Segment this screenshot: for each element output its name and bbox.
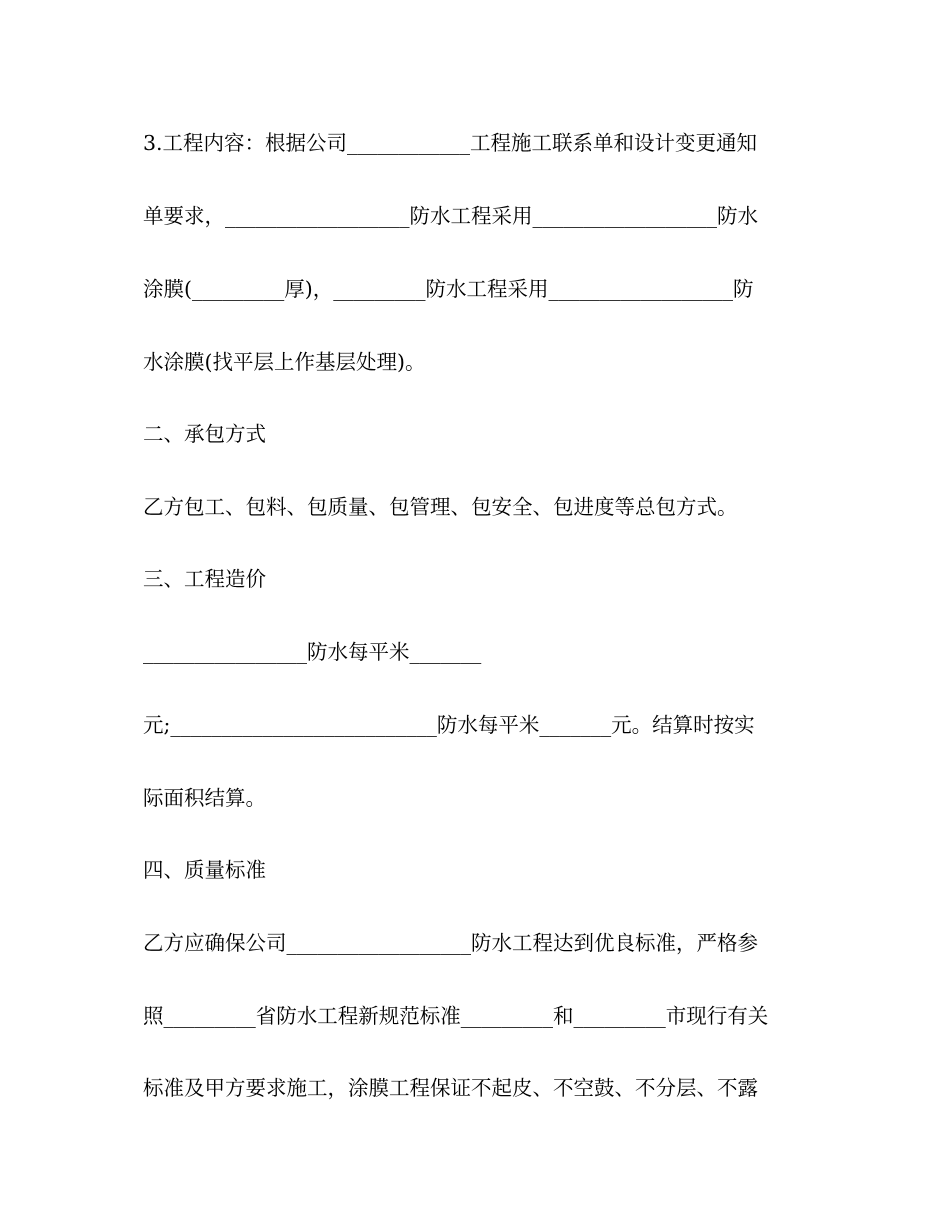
text-line: 标准及甲方要求施工，涂膜工程保证不起皮、不空鼓、不分层、不露	[143, 1076, 758, 1100]
text-line: 照_________省防水工程新规范标准_________和_________市现行有关	[143, 1004, 769, 1028]
text-line: 乙方包工、包料、包质量、包管理、包安全、包进度等总包方式。	[143, 495, 738, 519]
text-line: 涂膜(_________厚)，_________防水工程采用__________________防	[143, 277, 754, 301]
section-heading: 三、工程造价	[143, 567, 266, 591]
text-line: ________________防水每平米_______	[143, 640, 482, 664]
text-line: 水涂膜(找平层上作基层处理)。	[143, 350, 426, 374]
text-line: 单要求，__________________防水工程采用__________________防水	[143, 204, 758, 228]
text-line: 元;__________________________防水每平米_______元。结算时按实	[143, 713, 755, 737]
text-line: 际面积结算。	[143, 786, 266, 810]
section-heading: 二、承包方式	[143, 422, 266, 446]
section-heading: 四、质量标准	[143, 858, 266, 882]
text-line: 3.工程内容：根据公司____________工程施工联系单和设计变更通知	[143, 131, 758, 155]
text-line: 乙方应确保公司__________________防水工程达到优良标准，严格参	[143, 931, 758, 955]
